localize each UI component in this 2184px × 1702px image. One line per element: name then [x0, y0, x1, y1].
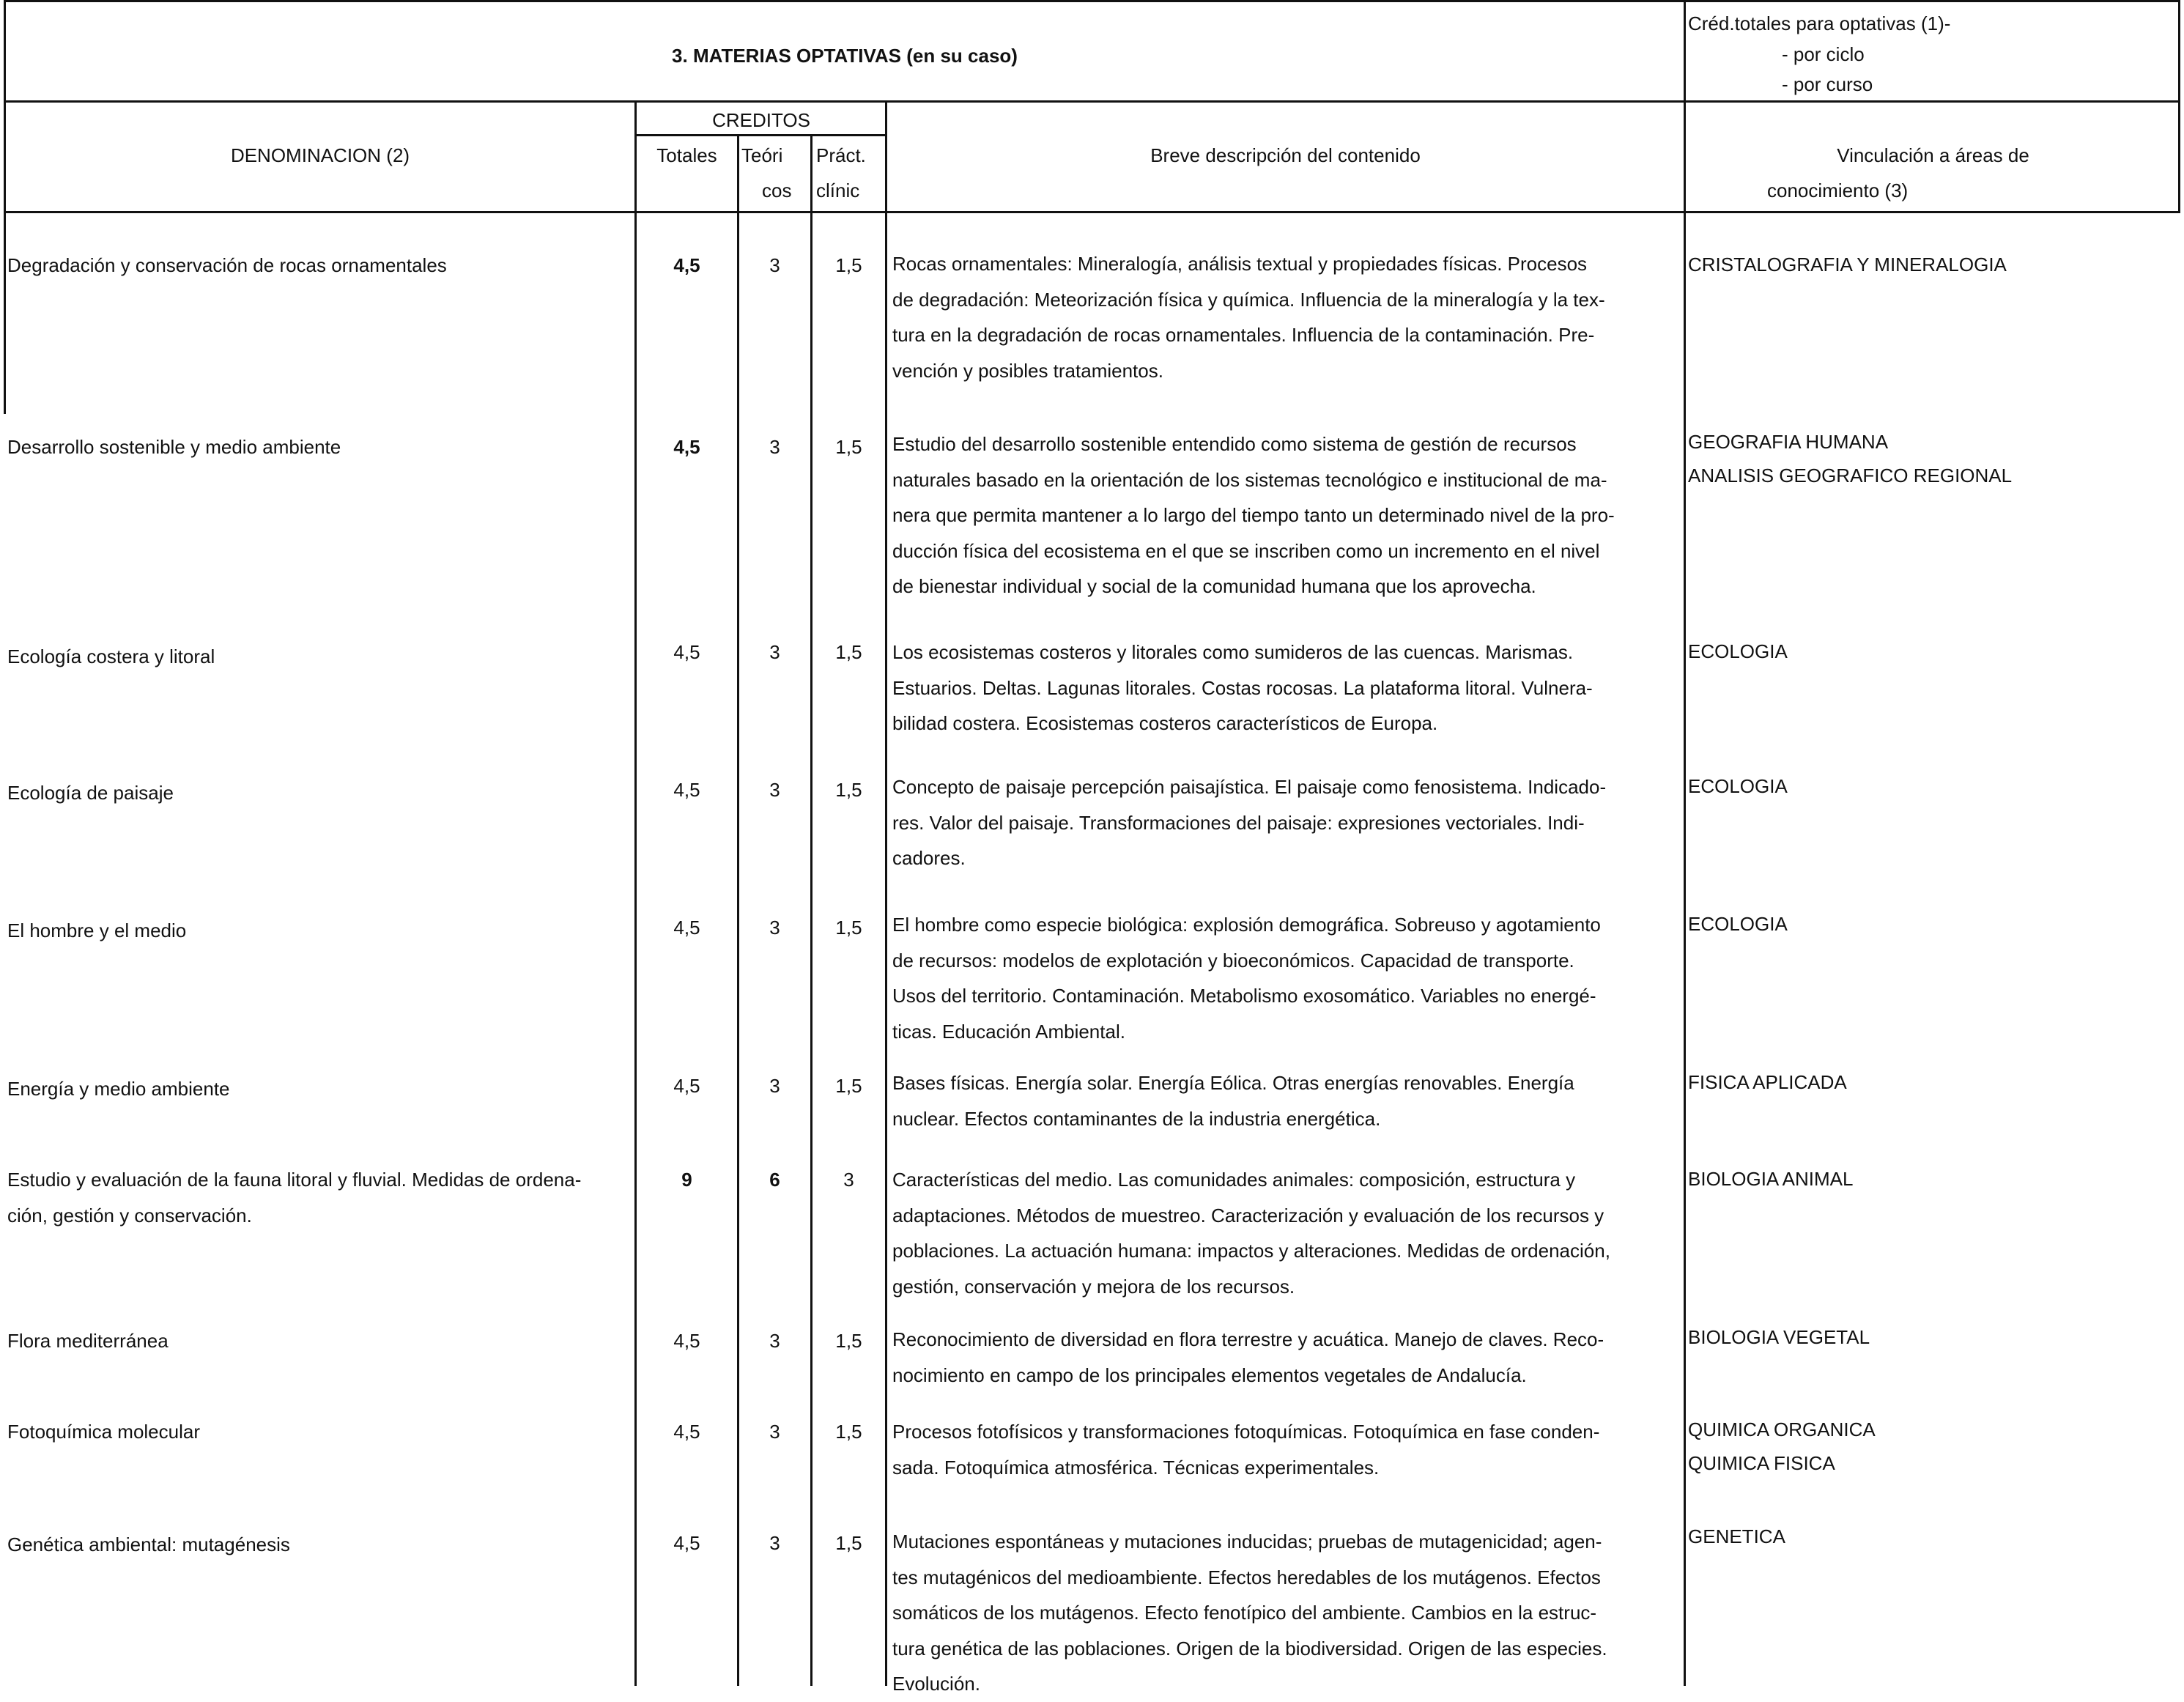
row-10-areas [1688, 1520, 1785, 1553]
row-7-name [7, 1162, 581, 1233]
description-line: gestión, conservación y mejora de los recursos. [892, 1275, 1295, 1298]
row-5-teoricos: 3 [769, 917, 780, 939]
table-right-border [2178, 0, 2180, 212]
description-line: Reconocimiento de diversidad en flora terrestre y acuática. Manejo de claves. Reco- [892, 1328, 1604, 1350]
column-header-creditos: CREDITOS [712, 109, 810, 131]
description-line: Estuarios. Deltas. Lagunas litorales. Costas rocosas. La plataforma litoral. Vulnera- [892, 676, 1593, 699]
row-1-areas [1688, 248, 2007, 281]
row-6-teoricos: 3 [769, 1075, 780, 1097]
description-line: poblaciones. La actuación humana: impactos y alteraciones. Medidas de ordenación, [892, 1240, 1610, 1262]
header-bottom-line [4, 211, 2180, 213]
credits-per-course: - por curso [1782, 73, 1873, 95]
column-header-vinculacion-line2: conocimiento (3) [1767, 180, 1909, 201]
row-5-description [892, 907, 1601, 1049]
row-5-name: El hombre y el medio [7, 920, 187, 941]
description-line: res. Valor del paisaje. Transformaciones del paisaje: expresiones vectoriales. Indi- [892, 811, 1585, 834]
row-9-practicos: 1,5 [835, 1421, 862, 1443]
column-line-descripcion [1684, 0, 1686, 1686]
row-1-description [892, 246, 1605, 388]
row-7-totales: 9 [681, 1169, 692, 1191]
column-header-denominacion: DENOMINACION (2) [230, 144, 410, 166]
description-line: adaptaciones. Métodos de muestreo. Caracterización y evaluación de los recursos y [892, 1204, 1604, 1226]
column-header-practicos-line2: clínic [816, 180, 860, 201]
area-line: QUIMICA ORGANICA [1688, 1418, 1876, 1440]
column-header-vinculacion-line1: Vinculación a áreas de [1837, 144, 2029, 166]
area-line: ANALISIS GEOGRAFICO REGIONAL [1688, 465, 2013, 486]
row-8-totales: 4,5 [673, 1330, 700, 1352]
area-line: BIOLOGIA VEGETAL [1688, 1326, 1870, 1348]
area-line: QUIMICA FISICA [1688, 1452, 1835, 1474]
row-10-name: Genética ambiental: mutagénesis [7, 1533, 290, 1555]
row-5-areas [1688, 907, 1788, 941]
column-line-practicos [885, 101, 887, 1686]
row-9-areas [1688, 1413, 1876, 1480]
credits-total-label: Créd.totales para optativas (1)- [1688, 12, 1951, 34]
row-9-totales: 4,5 [673, 1421, 700, 1443]
row-6-description [892, 1065, 1574, 1136]
row-4-areas [1688, 769, 1788, 803]
description-line: tura en la degradación de rocas ornamentales. Influencia de la contaminación. Pre- [892, 324, 1595, 346]
table-top-border [4, 0, 2180, 2]
row-10-totales: 4,5 [673, 1532, 700, 1554]
description-line: tes mutagénicos del medioambiente. Efectos heredables de los mutágenos. Efectos [892, 1566, 1601, 1588]
description-line: de bienestar individual y social de la comunidad humana que los aprovecha. [892, 575, 1536, 597]
column-header-descripcion: Breve descripción del contenido [1150, 144, 1421, 166]
row-6-areas [1688, 1065, 1847, 1099]
row-8-areas [1688, 1320, 1870, 1354]
row-6-practicos: 1,5 [835, 1075, 862, 1097]
row-3-teoricos: 3 [769, 641, 780, 663]
row-10-description [892, 1524, 1607, 1702]
area-line: ECOLOGIA [1688, 640, 1788, 662]
description-line: El hombre como especie biológica: explosión demográfica. Sobreuso y agotamiento [892, 914, 1601, 936]
description-line: bilidad costera. Ecosistemas costeros característicos de Europa. [892, 712, 1438, 734]
area-line: CRISTALOGRAFIA Y MINERALOGIA [1688, 254, 2007, 275]
row-8-teoricos: 3 [769, 1330, 780, 1352]
description-line: tura genética de las poblaciones. Origen de la biodiversidad. Origen de las especies. [892, 1637, 1607, 1660]
area-line: ECOLOGIA [1688, 913, 1788, 935]
row-2-totales: 4,5 [673, 436, 700, 458]
area-line: FISICA APLICADA [1688, 1071, 1847, 1093]
description-line: Evolución. [892, 1673, 980, 1695]
row-6-totales: 4,5 [673, 1075, 700, 1097]
row-3-areas [1688, 634, 1788, 668]
credits-per-cycle: - por ciclo [1782, 43, 1865, 65]
description-line: Usos del territorio. Contaminación. Metabolismo exosomático. Variables no energé- [892, 985, 1596, 1007]
description-line: naturales basado en la orientación de los sistemas tecnológico e institucional de ma- [892, 468, 1607, 491]
row-2-teoricos: 3 [769, 436, 780, 458]
row-10-practicos: 1,5 [835, 1532, 862, 1554]
row-2-description [892, 426, 1615, 604]
description-line: Características del medio. Las comunidades animales: composición, estructura y [892, 1169, 1576, 1191]
row-5-practicos: 1,5 [835, 917, 862, 939]
area-line: BIOLOGIA ANIMAL [1688, 1168, 1854, 1190]
row-8-practicos: 1,5 [835, 1330, 862, 1352]
row-10-teoricos: 3 [769, 1532, 780, 1554]
description-line: Estudio del desarrollo sostenible entendido como sistema de gestión de recursos [892, 433, 1577, 455]
area-line: ECOLOGIA [1688, 775, 1788, 797]
description-line: nuclear. Efectos contaminantes de la industria energética. [892, 1107, 1381, 1130]
name-line: ción, gestión y conservación. [7, 1204, 252, 1226]
row-7-areas [1688, 1162, 1853, 1196]
row-1-teoricos: 3 [769, 254, 780, 276]
row-3-name: Ecología costera y litoral [7, 645, 215, 667]
description-line: ducción física del ecosistema en el que se inscriben como un incremento en el nivel [892, 539, 1600, 562]
row-3-totales: 4,5 [673, 641, 700, 663]
description-line: Bases físicas. Energía solar. Energía Eólica. Otras energías renovables. Energía [892, 1072, 1574, 1094]
description-line: Concepto de paisaje percepción paisajística. El paisaje como fenosistema. Indicado- [892, 776, 1607, 798]
row-1-name: Degradación y conservación de rocas ornamentales [7, 254, 447, 276]
description-line: cadores. [892, 847, 966, 869]
area-line: GEOGRAFIA HUMANA [1688, 431, 1889, 453]
description-line: de recursos: modelos de explotación y bioeconómicos. Capacidad de transporte. [892, 949, 1574, 972]
description-line: Los ecosistemas costeros y litorales como sumideros de las cuencas. Marismas. [892, 641, 1574, 663]
row-4-practicos: 1,5 [835, 779, 862, 801]
row-9-name: Fotoquímica molecular [7, 1421, 200, 1443]
row-4-description [892, 769, 1606, 876]
description-line: nera que permita mantener a lo largo del tiempo tanto un determinado nivel de la pro- [892, 504, 1615, 526]
row-4-totales: 4,5 [673, 779, 700, 801]
row-1-practicos: 1,5 [835, 254, 862, 276]
row-5-totales: 4,5 [673, 917, 700, 939]
description-line: ticas. Educación Ambiental. [892, 1020, 1125, 1043]
description-line: somáticos de los mutágenos. Efecto fenotípico del ambiente. Cambios en la estruc- [892, 1602, 1597, 1624]
row-6-name: Energía y medio ambiente [7, 1078, 230, 1100]
row-9-teoricos: 3 [769, 1421, 780, 1443]
description-line: sada. Fotoquímica atmosférica. Técnicas experimentales. [892, 1456, 1380, 1479]
row-8-name: Flora mediterránea [7, 1330, 169, 1352]
row-2-name: Desarrollo sostenible y medio ambiente [7, 436, 341, 458]
row-4-name: Ecología de paisaje [7, 782, 174, 804]
row-3-practicos: 1,5 [835, 641, 862, 663]
row-7-practicos: 3 [843, 1169, 854, 1191]
row-9-description [892, 1414, 1599, 1485]
column-header-totales: Totales [656, 144, 717, 166]
area-line: GENETICA [1688, 1525, 1785, 1547]
description-line: nocimiento en campo de los principales elementos vegetales de Andalucía. [892, 1364, 1527, 1386]
row-2-practicos: 1,5 [835, 436, 862, 458]
row-3-description [892, 634, 1593, 741]
description-line: Procesos fotofísicos y transformaciones fotoquímicas. Fotoquímica en fase conden- [892, 1421, 1600, 1443]
row-2-areas [1688, 425, 2012, 492]
row-7-teoricos: 6 [769, 1169, 780, 1191]
row-7-description [892, 1162, 1610, 1304]
name-line: Estudio y evaluación de la fauna litoral y fluvial. Medidas de ordena- [7, 1169, 582, 1191]
column-header-teoricos-line2: cos [762, 180, 792, 201]
description-line: vención y posibles tratamientos. [892, 359, 1163, 382]
row-8-description [892, 1322, 1604, 1393]
description-line: Mutaciones espontáneas y mutaciones inducidas; pruebas de mutagenicidad; agen- [892, 1531, 1602, 1553]
description-line: Rocas ornamentales: Mineralogía, análisis textual y propiedades físicas. Procesos [892, 253, 1588, 275]
row-1-totales: 4,5 [673, 254, 700, 276]
row-4-teoricos: 3 [769, 779, 780, 801]
description-line: de degradación: Meteorización física y química. Influencia de la mineralogía y la tex- [892, 288, 1605, 311]
column-header-teoricos-line1: Teóri [741, 144, 783, 166]
table-title: 3. MATERIAS OPTATIVAS (en su caso) [672, 45, 1018, 67]
column-header-practicos-line1: Práct. [816, 144, 866, 166]
